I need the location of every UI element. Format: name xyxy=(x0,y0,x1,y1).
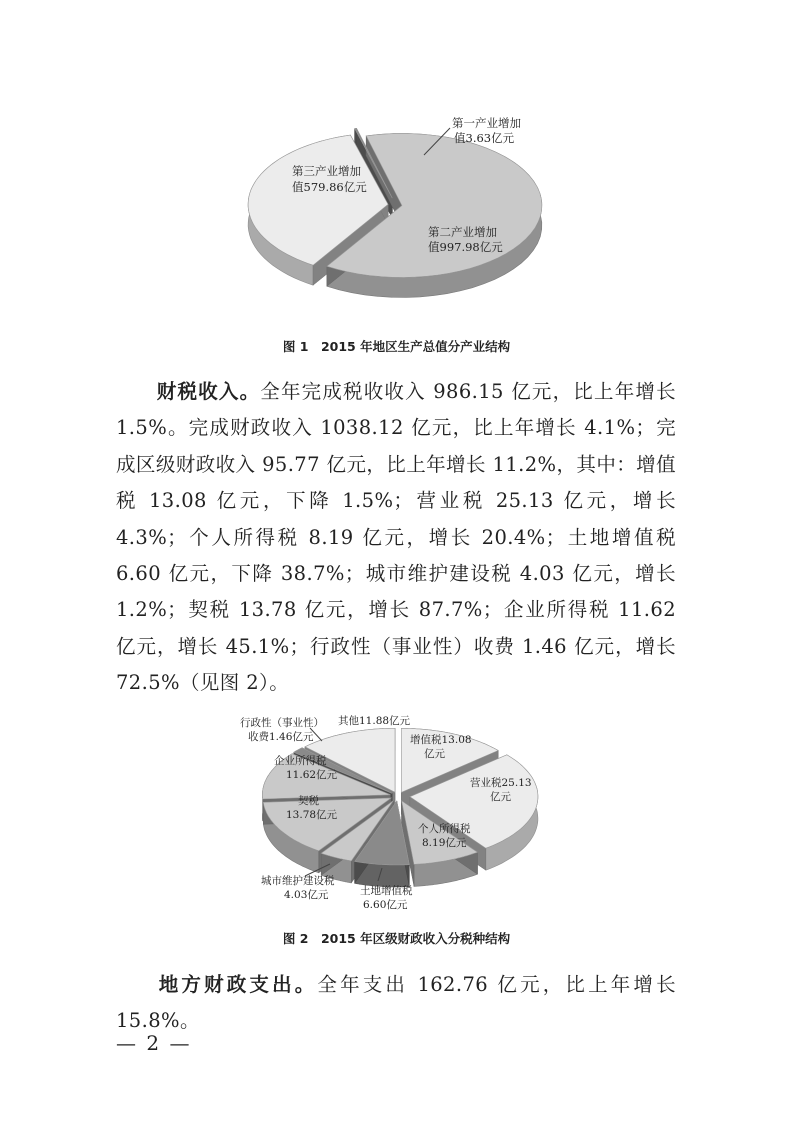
fig2-label-personal-line1: 个人所得税 xyxy=(418,823,471,835)
paragraph-lead: 财税收入。 xyxy=(156,380,261,403)
fig1-label-tertiary-line2: 值579.86亿元 xyxy=(292,180,367,194)
figure1-caption: 图 1 2015 年地区生产总值分产业结构 xyxy=(282,339,511,354)
fig2-label-business-line1: 营业税25.13 xyxy=(470,777,532,789)
paragraph-fiscal-revenue xyxy=(116,374,676,702)
fig2-label-fees-line2: 收费1.46亿元 xyxy=(248,731,314,743)
paragraph-body: 全年支出 162.76 亿元，比上年增长 15.8%。 xyxy=(116,973,676,1033)
fig2-label-other: 其他11.88亿元 xyxy=(338,715,411,727)
paragraph-lead: 地方财政支出。 xyxy=(156,973,318,996)
fig1-label-tertiary-line1: 第三产业增加 xyxy=(292,164,361,178)
fig2-label-enterprise-line2: 11.62亿元 xyxy=(286,769,338,781)
figure1-pie-chart xyxy=(0,95,793,320)
paragraph-body: 全年完成税收收入 986.15 亿元，比上年增长 1.5%。完成财政收入 1038.12 亿元，比上年增长 4.1%；完成区级财政收入 95.77 亿元，比上年增长 11.2%，其中：增值税 13.08 亿元，下降 1.5%；营业税 25.13 亿元，增长 4.3%；个人所得税 8.19 亿元，增长 20.4%；土地增值税 6.60 亿元，下降 38.7%；城市维护建设税 4.03 亿元，增长 1.2%；契税 13.78 亿元，增长 87.7%；企业所得税 11.62 亿元，增长 45.1%；行政性（事业性）收费 1.46 亿元，增长 72.5%（见图 2）。 xyxy=(116,380,676,695)
fig2-label-deed-line1: 契税 xyxy=(298,795,319,807)
figure2-caption: 图 2 2015 年区级财政收入分税种结构 xyxy=(282,931,511,946)
fig2-label-vat-line2: 亿元 xyxy=(424,748,445,760)
fig2-label-enterprise-line1: 企业所得税 xyxy=(274,755,327,767)
fig2-label-vat-line1: 增值税13.08 xyxy=(410,734,472,746)
fig2-label-personal-line2: 8.19亿元 xyxy=(422,837,467,849)
fig2-label-fees-line1: 行政性（事业性） xyxy=(240,717,324,729)
fig2-label-urban-line2: 4.03亿元 xyxy=(284,889,329,901)
fig1-label-secondary-line2: 值997.98亿元 xyxy=(428,240,503,254)
figure2-pie-chart xyxy=(0,708,793,918)
paragraph-fiscal-expenditure xyxy=(116,967,676,1040)
fig1-label-primary-line1: 第一产业增加 xyxy=(452,116,521,130)
fig2-label-land-line1: 土地增值税 xyxy=(360,885,413,897)
fig2-label-business-line2: 亿元 xyxy=(490,791,511,803)
fig1-label-primary-line2: 值3.63亿元 xyxy=(454,131,515,145)
fig2-label-land-line2: 6.60亿元 xyxy=(363,899,408,911)
fig2-label-deed-line2: 13.78亿元 xyxy=(286,809,338,821)
fig2-label-urban-line1: 城市维护建设税 xyxy=(261,875,335,887)
page-number: — 2 — xyxy=(116,1031,192,1055)
fig1-label-secondary-line1: 第二产业增加 xyxy=(428,225,497,239)
